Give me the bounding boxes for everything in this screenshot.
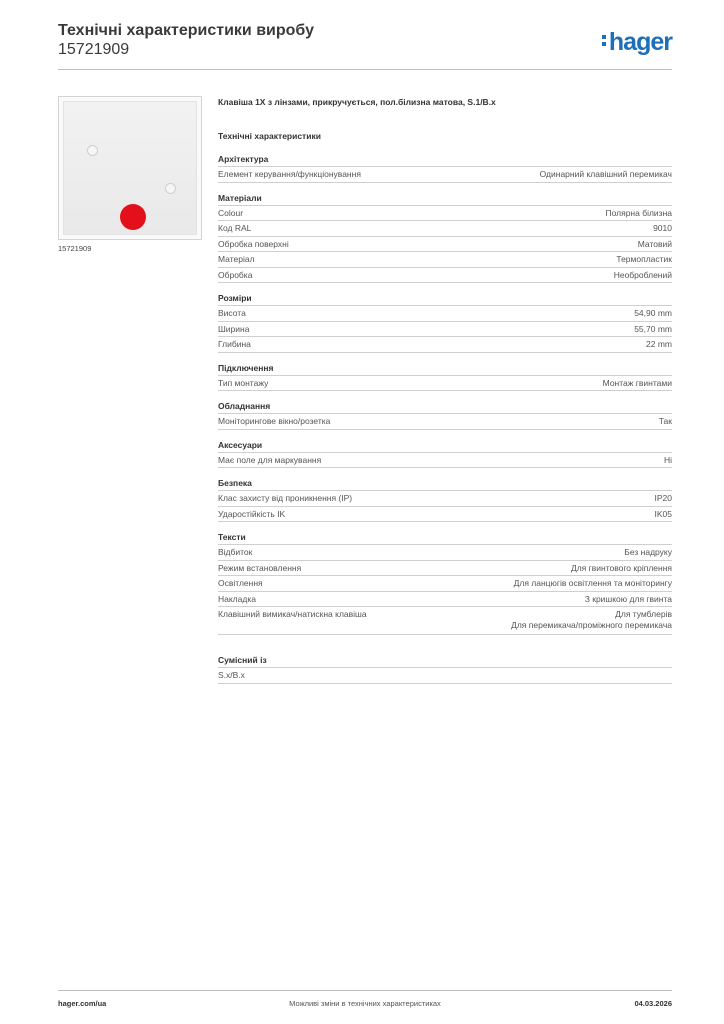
spec-value-line: 9010 bbox=[653, 223, 672, 233]
section-title: Розміри bbox=[218, 293, 672, 306]
spec-value bbox=[605, 206, 672, 221]
footer-website: hager.com/ua bbox=[58, 999, 107, 1008]
spec-label: Клас захисту від проникнення (IP) bbox=[218, 493, 353, 503]
lens-icon bbox=[87, 145, 98, 156]
spec-section bbox=[218, 154, 672, 183]
spec-label: Код RAL bbox=[218, 223, 252, 233]
spec-row bbox=[218, 507, 672, 523]
spec-label: Моніторингове вікно/розетка bbox=[218, 416, 331, 426]
spec-value bbox=[653, 221, 672, 236]
spec-value-line: Одинарний клавішний перемикач bbox=[539, 169, 672, 179]
spec-value bbox=[655, 491, 673, 506]
spec-value-line: IK05 bbox=[654, 508, 672, 519]
spec-row bbox=[218, 545, 672, 561]
page-footer bbox=[58, 990, 672, 1008]
spec-row bbox=[218, 561, 672, 577]
spec-value bbox=[603, 376, 672, 391]
specs-sections bbox=[218, 154, 672, 684]
specs-content bbox=[218, 96, 672, 694]
spec-label: Висота bbox=[218, 308, 246, 318]
spec-value-line: IP20 bbox=[654, 493, 672, 503]
spec-label: Глибина bbox=[218, 339, 251, 349]
section-title: Архітектура bbox=[218, 154, 672, 167]
spec-label: Відбиток bbox=[218, 547, 253, 557]
spec-label: Елемент керування/функціонування bbox=[218, 169, 361, 179]
spec-value-line: Монтаж гвинтами bbox=[602, 377, 672, 388]
spec-label: Режим встановлення bbox=[218, 562, 302, 573]
spec-label: Colour bbox=[218, 207, 244, 218]
spec-value bbox=[634, 322, 672, 337]
lens-icon bbox=[165, 183, 176, 194]
spec-label: Клавішний вимикач/натискна клавіша bbox=[218, 609, 367, 619]
spec-value-line: Так bbox=[658, 416, 672, 426]
spec-label: Обробка bbox=[218, 269, 253, 280]
spec-row bbox=[218, 414, 672, 430]
footer-date: 04.03.2026 bbox=[634, 999, 672, 1008]
spec-label: Обробка поверхні bbox=[218, 238, 289, 249]
spec-label: Має поле для маркування bbox=[218, 454, 322, 465]
spec-row bbox=[218, 268, 672, 284]
page-header bbox=[58, 20, 672, 70]
spec-value bbox=[646, 337, 672, 352]
section-title: Підключення bbox=[218, 363, 672, 376]
section-title: Тексти bbox=[218, 532, 672, 545]
section-title: Матеріали bbox=[218, 193, 672, 206]
spec-value bbox=[659, 414, 672, 429]
spec-row bbox=[218, 221, 672, 237]
spec-row bbox=[218, 668, 672, 684]
page-title: Технічні характеристики виробу bbox=[58, 22, 314, 39]
spec-value-line: Для ланцюгів освітлення та моніторингу bbox=[513, 578, 672, 588]
spec-row bbox=[218, 576, 672, 592]
spec-label: Ширина bbox=[218, 323, 250, 334]
spec-label: Накладка bbox=[218, 593, 256, 604]
spec-value-line: Необроблений bbox=[613, 269, 672, 280]
spec-row bbox=[218, 337, 672, 353]
spec-section bbox=[218, 401, 672, 430]
spec-value bbox=[614, 268, 672, 283]
spec-row bbox=[218, 491, 672, 507]
hager-logo: hager bbox=[602, 28, 672, 57]
spec-value bbox=[511, 609, 672, 631]
spec-value-line: Полярна білизна bbox=[605, 207, 672, 218]
spec-label: S.x/B.x bbox=[218, 670, 245, 680]
spec-value-line: Для гвинтового кріплення bbox=[570, 562, 672, 573]
spec-value bbox=[655, 507, 673, 522]
spec-row bbox=[218, 376, 672, 392]
spec-label: Тип монтажу bbox=[218, 377, 269, 388]
spec-section bbox=[218, 193, 672, 284]
spec-value bbox=[638, 237, 672, 252]
spec-row bbox=[218, 167, 672, 183]
red-indicator bbox=[120, 204, 146, 230]
spec-value bbox=[634, 306, 672, 321]
spec-section bbox=[218, 440, 672, 469]
image-caption: 15721909 bbox=[58, 244, 92, 253]
spec-label: Ударостійкість IK bbox=[218, 508, 286, 519]
product-image bbox=[58, 96, 202, 240]
spec-row bbox=[218, 206, 672, 222]
spec-value-line: 54,90 mm bbox=[634, 308, 672, 318]
spec-value bbox=[585, 592, 672, 607]
spec-value bbox=[514, 576, 672, 591]
spec-value bbox=[664, 453, 672, 468]
spec-value-line: Для тумблерів bbox=[615, 609, 672, 619]
spec-section bbox=[218, 293, 672, 353]
footer-note: Можливі зміни в технічних характеристиках bbox=[289, 999, 441, 1008]
spec-row bbox=[218, 322, 672, 338]
spec-section bbox=[218, 532, 672, 635]
spec-value-line: Термопластик bbox=[616, 254, 672, 264]
spec-value-line: Ні bbox=[663, 454, 672, 465]
product-name: Клавіша 1X з лінзами, прикручується, пол.білизна матова, S.1/B.x bbox=[218, 97, 496, 107]
spec-row bbox=[218, 453, 672, 469]
spec-section bbox=[218, 363, 672, 392]
spec-row bbox=[218, 607, 672, 635]
spec-section bbox=[218, 478, 672, 522]
spec-value bbox=[571, 561, 672, 576]
spec-label: Освітлення bbox=[218, 578, 263, 588]
spec-section bbox=[218, 655, 672, 684]
logo-dots-icon bbox=[602, 28, 607, 49]
section-title: Обладнання bbox=[218, 401, 672, 414]
spec-value-line: 55,70 mm bbox=[634, 323, 672, 334]
specs-heading: Технічні характеристики bbox=[218, 131, 321, 141]
spec-value-line: З кришкою для гвинта bbox=[584, 593, 672, 604]
product-code: 15721909 bbox=[58, 41, 130, 58]
spec-row bbox=[218, 237, 672, 253]
spec-value-line: Без надруку bbox=[624, 547, 672, 557]
section-title: Аксесуари bbox=[218, 440, 672, 453]
spec-row bbox=[218, 252, 672, 268]
section-title: Безпека bbox=[218, 478, 672, 491]
spec-row bbox=[218, 592, 672, 608]
spec-value-line: Для перемикача/проміжного перемикача bbox=[511, 620, 672, 630]
spec-value-line: 22 mm bbox=[646, 339, 672, 349]
spec-value bbox=[624, 545, 672, 560]
section-title: Сумісний із bbox=[218, 655, 672, 668]
spec-value bbox=[616, 252, 672, 267]
spec-value bbox=[540, 167, 672, 182]
switch-plate bbox=[63, 101, 197, 235]
spec-value-line: Матовий bbox=[637, 238, 672, 249]
spec-row bbox=[218, 306, 672, 322]
spec-label: Матеріал bbox=[218, 254, 255, 264]
